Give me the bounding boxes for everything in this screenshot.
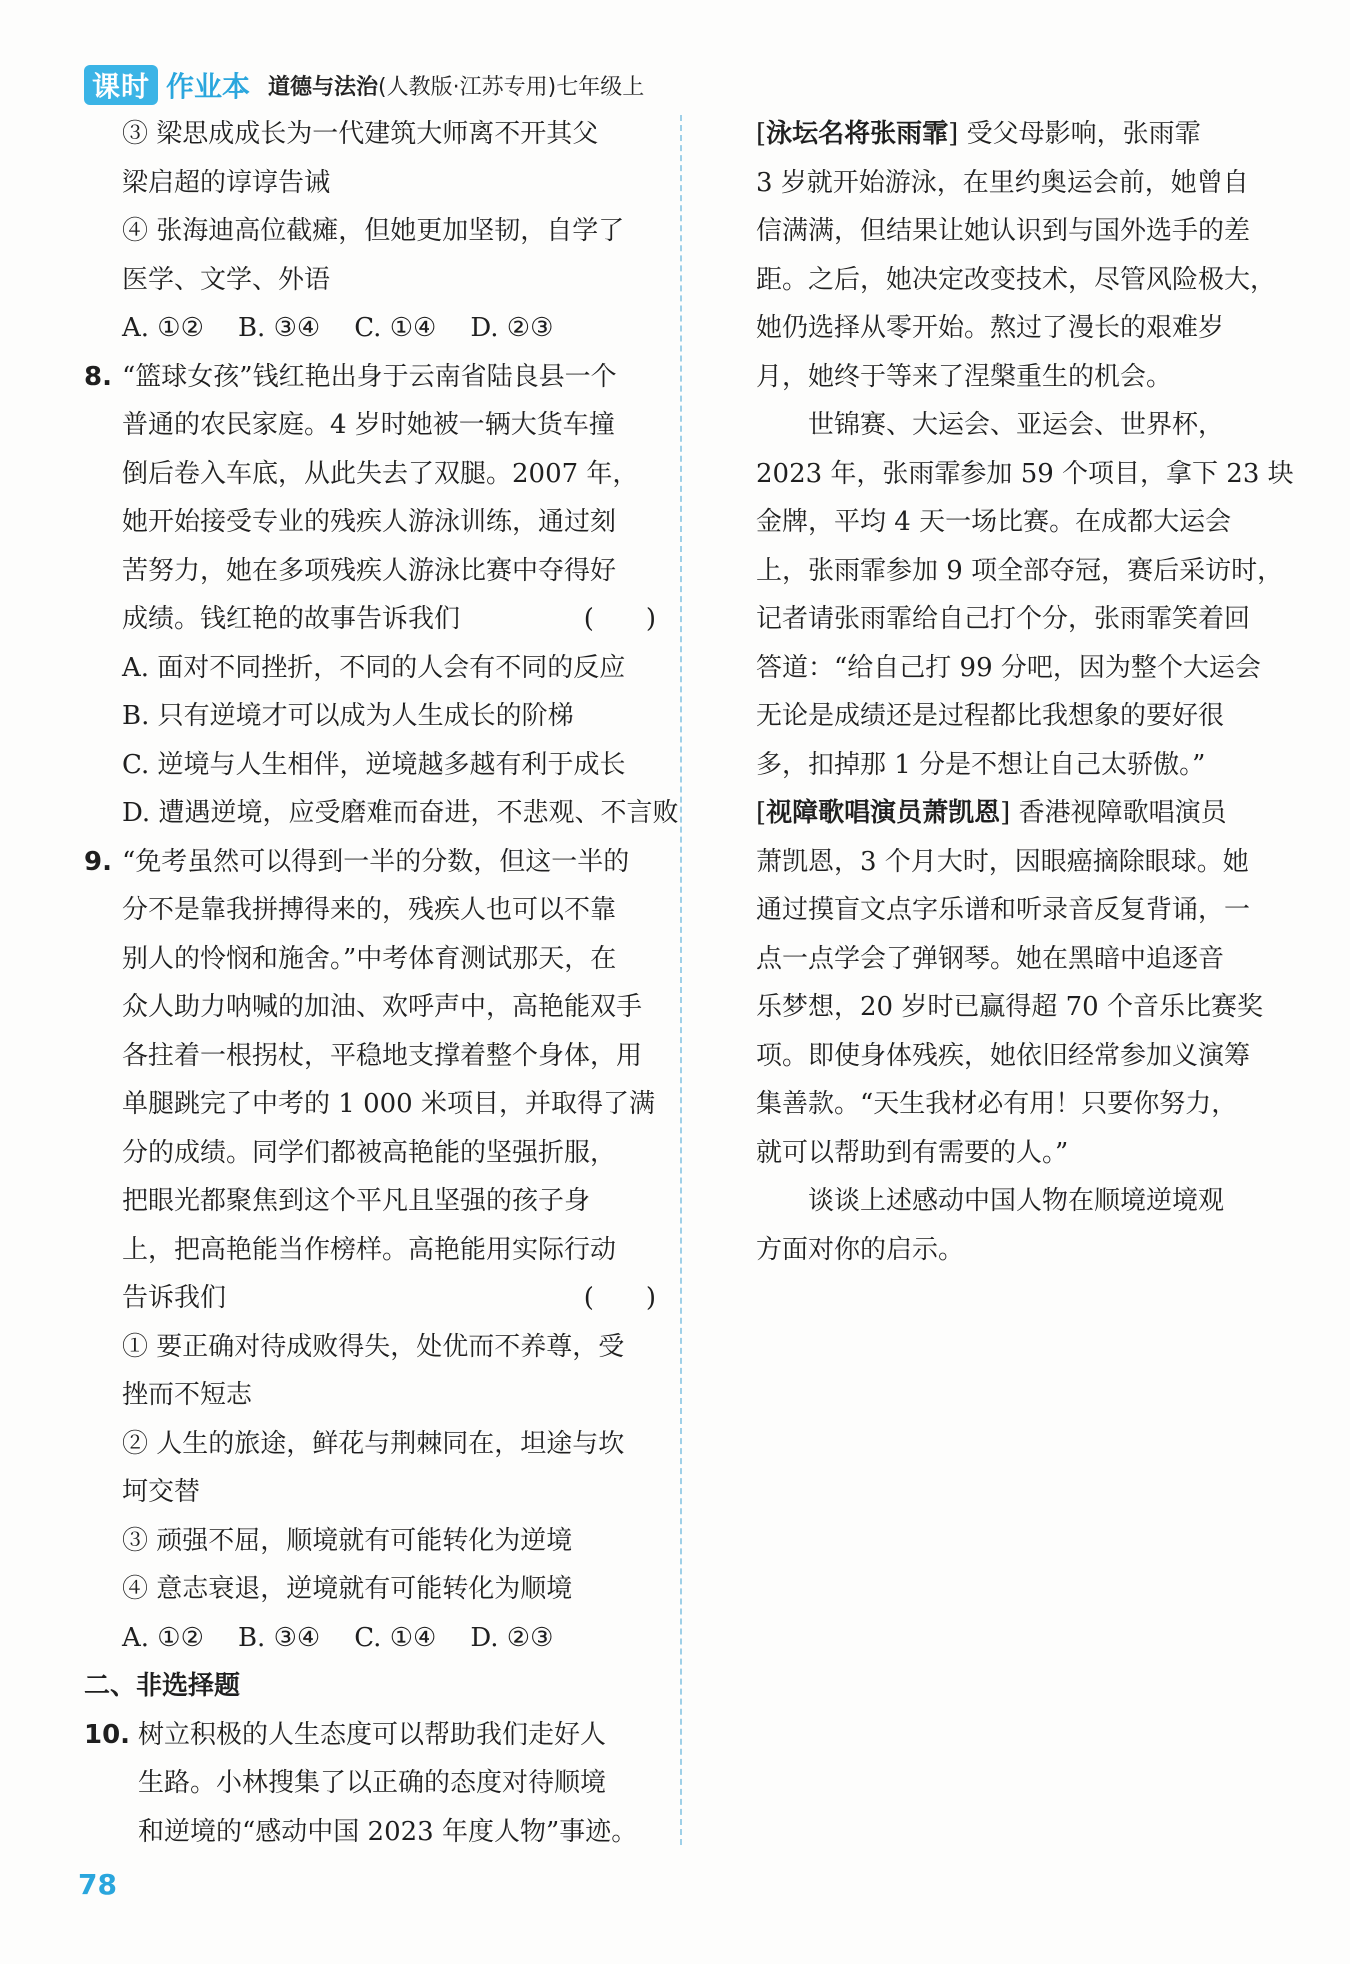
q9-option-d: D. ②③ — [470, 1622, 554, 1653]
q7-item-3: ③ 梁思成成长为一代建筑大师离不开其父 — [122, 119, 599, 149]
xiao-kaien-text: 集善款。“天生我材必有用！只要你努力， — [756, 1089, 1238, 1119]
zhang-yufei-text: 受父母影响，张雨霏 — [966, 119, 1201, 149]
q7-option-d: D. ②③ — [470, 313, 554, 343]
q9-text-line: 告诉我们 — [122, 1283, 227, 1313]
q7-options — [84, 304, 664, 353]
q9-item-2-cont: 坷交替 — [122, 1477, 201, 1507]
xiao-kaien-tag: 视障歌唱演员萧凯恩 — [766, 798, 1001, 828]
zhang-yufei-p2-text: 记者请张雨霏给自己打个分，张雨霏笑着回 — [756, 604, 1251, 634]
q9-item-1: ① 要正确对待成败得失，处优而不养尊，受 — [122, 1331, 625, 1362]
q9-last-line — [84, 1274, 664, 1323]
xiao-kaien-text: 香港视障歌唱演员 — [1018, 798, 1227, 828]
xiao-kaien-text: 萧凯恩，3 个月大时，因眼癌摘除眼球。她 — [756, 846, 1249, 877]
zhang-yufei-text: 她仍选择从零开始。熬过了漫长的艰难岁 — [756, 313, 1225, 343]
q8-number: 8. — [84, 361, 112, 392]
q8-text-line: 成绩。钱红艳的故事告诉我们 — [122, 604, 461, 634]
book-subtitle — [268, 70, 644, 101]
q9-text-line: 上，把高艳能当作榜样。高艳能用实际行动 — [122, 1234, 617, 1265]
q8-text-line: 她开始接受专业的残疾人游泳训练，通过刻 — [122, 507, 617, 537]
q7-option-b: B. ③④ — [237, 313, 321, 343]
q9-first-line — [84, 838, 664, 887]
xiao-kaien-text: 项。即使身体残疾，她依旧经常参加义演筹 — [756, 1040, 1251, 1071]
brand-logo: 课时 — [84, 65, 158, 105]
right-column — [756, 110, 1294, 1274]
q9-text-line: “免考虽然可以得到一半的分数，但这一半的 — [122, 846, 630, 877]
q9-options — [84, 1614, 664, 1663]
q10-first-line — [84, 1711, 664, 1760]
q9-text-line: 单腿跳完了中考的 1 000 米项目，并取得了满 — [122, 1089, 655, 1119]
q9-answer-paren: ( ) — [583, 1283, 656, 1313]
q7-item-4: ④ 张海迪高位截瘫，但她更加坚韧，自学了 — [122, 216, 625, 246]
zhang-yufei-p2-text: 多，扣掉那 1 分是不想让自己太骄傲。” — [756, 749, 1206, 780]
section-title: 二、非选择题 — [84, 1671, 241, 1701]
zhang-yufei-p2-text: 金牌，平均 4 天一场比赛。在成都大运会 — [756, 507, 1232, 537]
q8-text-line: 倒后卷入车底，从此失去了双腿。2007 年， — [122, 458, 639, 489]
page-number: 78 — [78, 1868, 117, 1901]
q7-option-a: A. ①② — [122, 313, 204, 343]
q8-text-line: 普通的农民家庭。4 岁时她被一辆大货车撞 — [122, 410, 615, 440]
zhang-yufei-p2-text: 上，张雨霏参加 9 项全部夺冠，赛后采访时， — [756, 555, 1284, 586]
q9-option-b: B. ③④ — [237, 1622, 321, 1653]
q9-text-line: 各拄着一根拐杖，平稳地支撑着整个身体，用 — [122, 1040, 643, 1071]
xiao-kaien-text: 通过摸盲文点字乐谱和听录音反复背诵，一 — [756, 895, 1251, 925]
zhang-yufei-text: 信满满，但结果让她认识到与国外选手的差 — [756, 216, 1251, 246]
zhang-yufei-tag: 泳坛名将张雨霏 — [766, 119, 949, 149]
xiao-kaien-first-line: [视障歌唱演员萧凯恩] 香港视障歌唱演员 — [756, 798, 1227, 828]
zhang-yufei-text: 距。之后，她决定改变技术，尽管风险极大， — [756, 264, 1277, 295]
q9-text-line: 分的成绩。同学们都被高艳能的坚强折服， — [122, 1137, 617, 1168]
zhang-yufei-p2-text: 答道：“给自己打 99 分吧，因为整个大运会 — [756, 652, 1261, 683]
q8-first-line — [84, 353, 664, 402]
xiao-kaien-text: 就可以帮助到有需要的人。” — [756, 1137, 1069, 1168]
q7-option-c: C. ①④ — [354, 313, 437, 343]
brand-word: 作业本 — [166, 70, 251, 103]
q9-text-line: 别人的怜悯和施舍。”中考体育测试那天，在 — [122, 943, 617, 974]
xiao-kaien-text: 乐梦想，20 岁时已赢得超 70 个音乐比赛奖 — [756, 992, 1263, 1022]
q9-item-2: ② 人生的旅途，鲜花与荆棘同在，坦途与坎 — [122, 1428, 625, 1459]
q10-text-line: 树立积极的人生态度可以帮助我们走好人 — [138, 1719, 607, 1750]
q8-option-c: C. 逆境与人生相伴，逆境越多越有利于成长 — [122, 749, 626, 780]
q8-answer-paren: ( ) — [583, 604, 656, 634]
q9-text-line: 把眼光都聚焦到这个平凡且坚强的孩子身 — [122, 1186, 591, 1216]
q10-text-line: 和逆境的“感动中国 2023 年度人物”事迹。 — [138, 1816, 638, 1847]
zhang-yufei-text: 月，她终于等来了涅槃重生的机会。 — [756, 361, 1173, 392]
q7-item-3-cont: 梁启超的谆谆告诫 — [122, 167, 331, 198]
zhang-yufei-p2-text: 世锦赛、大运会、亚运会、世界杯， — [808, 410, 1225, 440]
q9-item-1-cont: 挫而不短志 — [122, 1380, 253, 1410]
q7-item-4-cont: 医学、文学、外语 — [122, 264, 331, 295]
q8-option-b: B. 只有逆境才可以成为人生成长的阶梯 — [122, 701, 574, 731]
zhang-yufei-first-line: [泳坛名将张雨霏] 受父母影响，张雨霏 — [756, 119, 1201, 149]
left-column — [84, 110, 679, 1856]
q9-number: 9. — [84, 846, 112, 877]
q8-last-line — [84, 595, 664, 644]
column-divider — [680, 115, 682, 1845]
zhang-yufei-text: 3 岁就开始游泳，在里约奥运会前，她曾自 — [756, 167, 1249, 198]
q9-item-4: ④ 意志衰退，逆境就有可能转化为顺境 — [122, 1574, 573, 1604]
q10-number: 10. — [84, 1719, 131, 1750]
q10-prompt: 谈谈上述感动中国人物在顺境逆境观 — [808, 1186, 1225, 1216]
q9-item-3: ③ 顽强不屈，顺境就有可能转化为逆境 — [122, 1525, 573, 1556]
q9-text-line: 众人助力呐喊的加油、欢呼声中，高艳能双手 — [122, 992, 643, 1022]
q9-option-a: A. ①② — [122, 1622, 204, 1653]
q8-text-line: “篮球女孩”钱红艳出身于云南省陆良县一个 — [122, 361, 617, 392]
q9-option-c: C. ①④ — [354, 1622, 437, 1653]
zhang-yufei-p2-text: 2023 年，张雨霏参加 59 个项目，拿下 23 块 — [756, 458, 1294, 489]
edition-text: (人教版·江苏专用)七年级上 — [378, 74, 645, 100]
q9-text-line: 分不是靠我拼搏得来的，残疾人也可以不靠 — [122, 895, 617, 925]
q8-option-d: D. 遭遇逆境，应受磨难而奋进，不悲观、不言败 — [122, 798, 679, 828]
subject-name: 道德与法治 — [268, 74, 379, 100]
zhang-yufei-p2-text: 无论是成绩还是过程都比我想象的要好很 — [756, 701, 1225, 731]
q8-option-a: A. 面对不同挫折，不同的人会有不同的反应 — [122, 652, 626, 683]
q10-text-line: 生路。小林搜集了以正确的态度对待顺境 — [138, 1768, 607, 1798]
page-header — [84, 62, 644, 108]
q10-prompt: 方面对你的启示。 — [756, 1234, 965, 1265]
xiao-kaien-text: 点一点学会了弹钢琴。她在黑暗中追逐音 — [756, 943, 1225, 974]
q8-text-line: 苦努力，她在多项残疾人游泳比赛中夺得好 — [122, 555, 617, 586]
